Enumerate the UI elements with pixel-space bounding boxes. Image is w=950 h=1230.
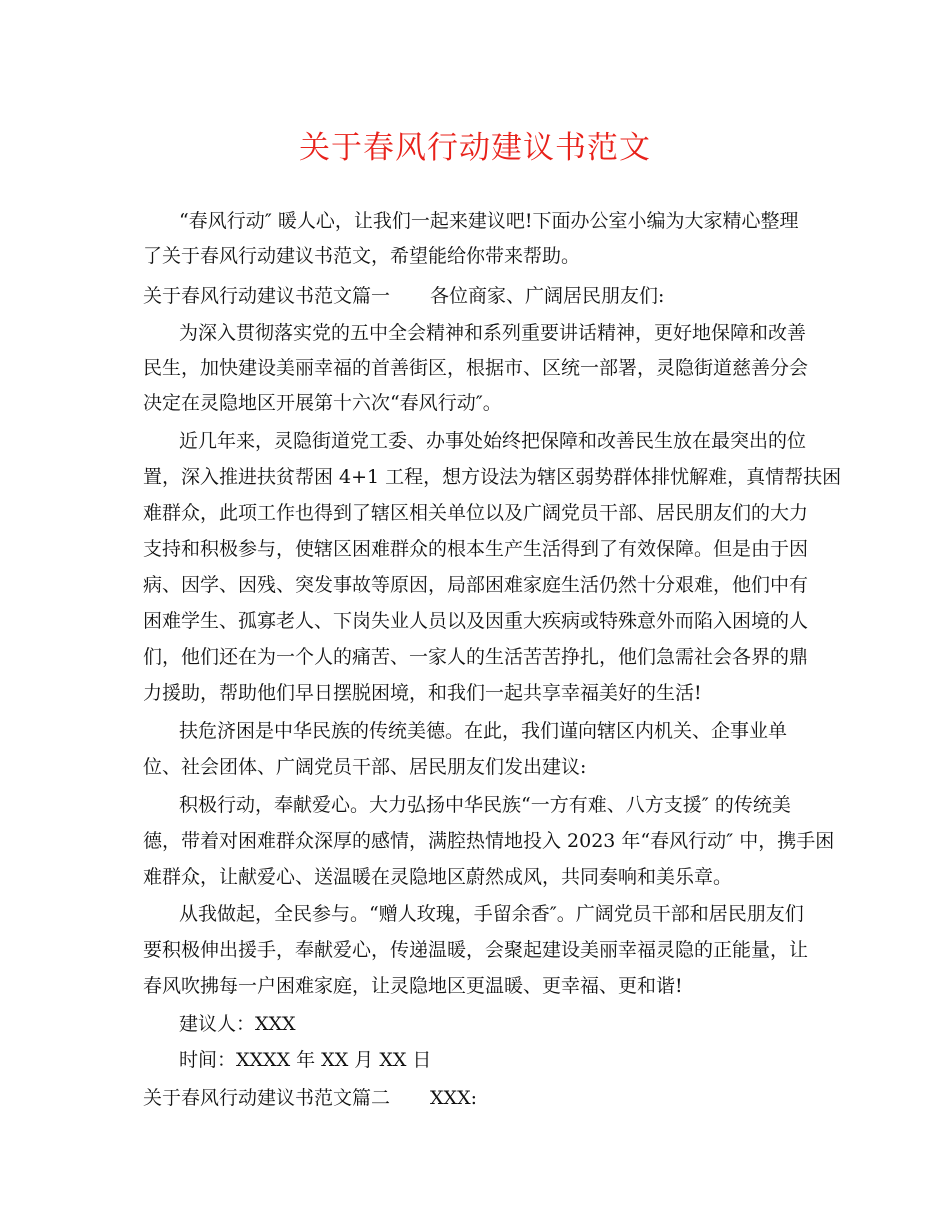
paragraph-line: 为深入贯彻落实党的五中全会精神和系列重要讲话精神，更好地保障和改善: [179, 322, 807, 344]
paragraph-line: 置，深入推进扶贫帮困 4+1 工程，想方设法为辖区弱势群体排忧解难，真情帮扶困: [143, 466, 842, 488]
paragraph-line: 民生，加快建设美丽幸福的首善街区，根据市、区统一部署，灵隐街道慈善分会: [143, 357, 809, 379]
proposer: 建议人：XXX: [179, 1013, 296, 1035]
paragraph-line: 春风吹拂每一户困难家庭，让灵隐地区更温暖、更幸福、更和谐!: [143, 975, 683, 997]
section-title: 关于春风行动建议书范文篇二: [143, 1087, 391, 1109]
paragraph-line: 扶危济困是中华民族的传统美德。在此，我们谨向辖区内机关、企事业单: [179, 720, 788, 742]
section-title: 关于春风行动建议书范文篇一: [143, 285, 391, 307]
paragraph-line: 决定在灵隐地区开展第十六次“春风行动″。: [143, 392, 502, 414]
paragraph-line: 积极行动，奉献爱心。大力弘扬中华民族“一方有难、八方支援″ 的传统美: [179, 794, 791, 816]
salutation: XXX:: [430, 1087, 477, 1109]
section-heading-2: [143, 1085, 823, 1111]
paragraph-line: 们，他们还在为一个人的痛苦、一家人的生活苦苦挣扎，他们急需社会各界的鼎: [143, 646, 809, 668]
paragraph-line: 支持和积极参与，使辖区困难群众的根本生产生活得到了有效保障。但是由于因: [143, 538, 809, 560]
paragraph-line: 位、社会团体、广阔党员干部、居民朋友们发出建议:: [143, 756, 587, 778]
date: 时间：XXXX 年 XX 月 XX 日: [179, 1049, 432, 1071]
paragraph-line: 难群众，此项工作也得到了辖区相关单位以及广阔党员干部、居民朋友们的大力: [143, 502, 809, 524]
section-heading-1: [143, 283, 823, 309]
paragraph-line: 从我做起，全民参与。“赠人玫瑰，手留余香″。广阔党员干部和居民朋友们: [179, 903, 804, 925]
intro-line: “春风行动″ 暖人心，让我们一起来建议吧!下面办公室小编为大家精心整理: [179, 210, 799, 232]
paragraph-line: 德，带着对困难群众深厚的感情，满腔热情地投入 2023 年“春风行动″ 中，携手困: [143, 830, 835, 852]
paragraph-line: 困难学生、孤寡老人、下岗失业人员以及因重大疾病或特殊意外而陷入困境的人: [143, 610, 809, 632]
salutation: 各位商家、广阔居民朋友们:: [430, 285, 665, 307]
paragraph-line: 要积极伸出援手，奉献爱心，传递温暖，会聚起建设美丽幸福灵隐的正能量，让: [143, 939, 809, 961]
paragraph-line: 难群众，让献爱心、送温暖在灵隐地区蔚然成风，共同奏响和美乐章。: [143, 866, 733, 888]
paragraph-line: 近几年来，灵隐街道党工委、办事处始终把保障和改善民生放在最突出的位: [179, 430, 807, 452]
paragraph-line: 力援助，帮助他们早日摆脱困境，和我们一起共享幸福美好的生活!: [143, 682, 702, 704]
paragraph-line: 病、因学、因残、突发事故等原因，局部困难家庭生活仍然十分艰难，他们中有: [143, 574, 809, 596]
page-title: 关于春风行动建议书范文: [299, 130, 651, 166]
intro-line: 了关于春风行动建议书范文，希望能给你带来帮助。: [143, 245, 581, 267]
